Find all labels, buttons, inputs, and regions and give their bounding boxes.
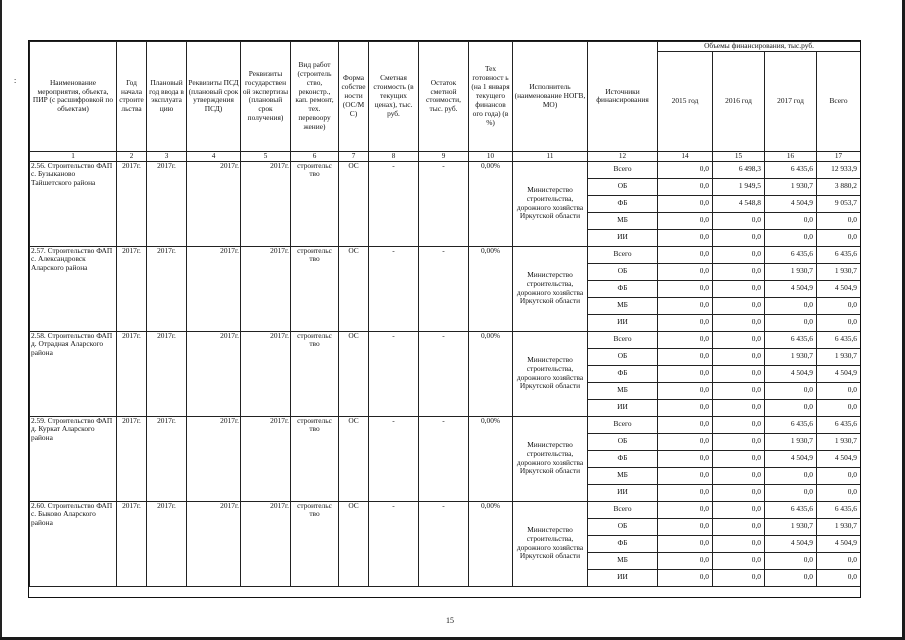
- amount-2016: 0,0: [713, 518, 765, 535]
- amount-total: 0,0: [817, 382, 861, 399]
- work-type: строительс тво: [291, 331, 339, 416]
- amount-2015: 0,0: [658, 569, 713, 586]
- amount-2016: 0,0: [713, 416, 765, 433]
- funding-source: МБ: [588, 212, 658, 229]
- expertise-date: 2017г.: [241, 246, 291, 331]
- amount-2017: 0,0: [765, 552, 817, 569]
- funding-source: ОБ: [588, 263, 658, 280]
- column-number: 8: [369, 151, 419, 161]
- amount-2015: 0,0: [658, 195, 713, 212]
- object-name: 2.58. Строительство ФАП д. Отрадная Аларского района: [30, 331, 117, 416]
- column-number: 11: [513, 151, 588, 161]
- amount-2016: 0,0: [713, 484, 765, 501]
- amount-total: 0,0: [817, 229, 861, 246]
- amount-2015: 0,0: [658, 416, 713, 433]
- table-body: [30, 161, 861, 586]
- scan-edge-left: [0, 0, 2, 640]
- funding-source: ФБ: [588, 450, 658, 467]
- amount-total: 0,0: [817, 552, 861, 569]
- object-name: 2.56. Строительство ФАП с. Бузыканово Тайшетского района: [30, 161, 117, 246]
- work-type: строительс тво: [291, 416, 339, 501]
- amount-total: 6 435,6: [817, 246, 861, 263]
- commission-year: 2017г.: [147, 416, 187, 501]
- amount-total: 4 504,9: [817, 450, 861, 467]
- document-page: [28, 40, 861, 598]
- funding-source: ОБ: [588, 178, 658, 195]
- column-number: 5: [241, 151, 291, 161]
- amount-2015: 0,0: [658, 280, 713, 297]
- column-number: 15: [713, 151, 765, 161]
- header-estimated-cost: Сметная стоимость (в текущих ценах), тыс. руб.: [369, 42, 419, 152]
- remaining-cost: -: [419, 416, 469, 501]
- table-row: [30, 501, 861, 518]
- amount-2015: 0,0: [658, 348, 713, 365]
- amount-2016: 0,0: [713, 433, 765, 450]
- amount-2016: 4 548,8: [713, 195, 765, 212]
- estimated-cost: -: [369, 501, 419, 586]
- psd-date: 2017г.: [187, 331, 241, 416]
- column-number: 6: [291, 151, 339, 161]
- amount-2016: 0,0: [713, 365, 765, 382]
- funding-source: ФБ: [588, 365, 658, 382]
- amount-total: 0,0: [817, 297, 861, 314]
- amount-2017: 1 930,7: [765, 518, 817, 535]
- amount-total: 0,0: [817, 314, 861, 331]
- amount-2017: 0,0: [765, 314, 817, 331]
- amount-2016: 0,0: [713, 246, 765, 263]
- amount-total: 6 435,6: [817, 501, 861, 518]
- estimated-cost: -: [369, 331, 419, 416]
- amount-2016: 0,0: [713, 212, 765, 229]
- amount-2015: 0,0: [658, 229, 713, 246]
- header-ownership: Форма собстве ности (ОС/М С): [339, 42, 369, 152]
- amount-2016: 0,0: [713, 314, 765, 331]
- amount-2017: 0,0: [765, 297, 817, 314]
- amount-2016: 0,0: [713, 229, 765, 246]
- funding-source: Всего: [588, 161, 658, 178]
- expertise-date: 2017г.: [241, 331, 291, 416]
- amount-2017: 1 930,7: [765, 433, 817, 450]
- ownership-form: ОС: [339, 331, 369, 416]
- readiness: 0,00%: [469, 416, 513, 501]
- psd-date: 2017г.: [187, 416, 241, 501]
- amount-2016: 0,0: [713, 399, 765, 416]
- amount-total: 4 504,9: [817, 535, 861, 552]
- column-number: 14: [658, 151, 713, 161]
- amount-2016: 0,0: [713, 569, 765, 586]
- header-commission-year: Плановый год ввода в эксплуата цию: [147, 42, 187, 152]
- table-row: [30, 331, 861, 348]
- scan-speck: :: [14, 76, 17, 85]
- header-name: Наименование мероприятия, объекта, ПИР (с расшифровкой по объектам): [30, 42, 117, 152]
- funding-source: Всего: [588, 501, 658, 518]
- commission-year: 2017г.: [147, 331, 187, 416]
- amount-2015: 0,0: [658, 382, 713, 399]
- amount-total: 4 504,9: [817, 365, 861, 382]
- funding-source: МБ: [588, 382, 658, 399]
- object-name: 2.59. Строительство ФАП д. Куркат Аларского района: [30, 416, 117, 501]
- amount-2016: 0,0: [713, 280, 765, 297]
- header-year-2017: 2017 год: [765, 51, 817, 151]
- commission-year: 2017г.: [147, 161, 187, 246]
- amount-2015: 0,0: [658, 552, 713, 569]
- column-number: 16: [765, 151, 817, 161]
- header-remaining-cost: Остаток сметной стоимости, тыс. руб.: [419, 42, 469, 152]
- amount-total: 0,0: [817, 467, 861, 484]
- amount-total: 0,0: [817, 484, 861, 501]
- amount-total: 1 930,7: [817, 348, 861, 365]
- funding-source: ОБ: [588, 348, 658, 365]
- amount-2016: 0,0: [713, 535, 765, 552]
- start-year: 2017г.: [117, 246, 147, 331]
- amount-total: 12 933,9: [817, 161, 861, 178]
- psd-date: 2017г.: [187, 501, 241, 586]
- amount-total: 0,0: [817, 399, 861, 416]
- work-type: строительс тво: [291, 246, 339, 331]
- amount-2017: 0,0: [765, 382, 817, 399]
- amount-2015: 0,0: [658, 331, 713, 348]
- amount-total: 0,0: [817, 569, 861, 586]
- amount-2016: 0,0: [713, 348, 765, 365]
- header-year-2016: 2016 год: [713, 51, 765, 151]
- table-row: [30, 161, 861, 178]
- table-row: [30, 416, 861, 433]
- object-name: 2.60. Строительство ФАП с. Быково Аларского района: [30, 501, 117, 586]
- readiness: 0,00%: [469, 161, 513, 246]
- amount-2017: 4 504,9: [765, 535, 817, 552]
- work-type: строительс тво: [291, 161, 339, 246]
- column-number: 1: [30, 151, 117, 161]
- amount-2017: 6 435,6: [765, 416, 817, 433]
- amount-2016: 0,0: [713, 297, 765, 314]
- funding-source: ИИ: [588, 314, 658, 331]
- header-executor: Исполнитель (наименование НОГВ, МО): [513, 42, 588, 152]
- amount-2015: 0,0: [658, 246, 713, 263]
- amount-total: 1 930,7: [817, 263, 861, 280]
- executor: Министерство строительства, дорожного хозяйства Иркутской области: [513, 416, 588, 501]
- funding-source: ИИ: [588, 484, 658, 501]
- header-sources: Источники финансирования: [588, 42, 658, 152]
- psd-date: 2017г.: [187, 246, 241, 331]
- estimated-cost: -: [369, 161, 419, 246]
- readiness: 0,00%: [469, 501, 513, 586]
- funding-source: Всего: [588, 246, 658, 263]
- amount-2016: 0,0: [713, 382, 765, 399]
- remaining-cost: -: [419, 501, 469, 586]
- amount-2017: 4 504,9: [765, 280, 817, 297]
- amount-2016: 0,0: [713, 501, 765, 518]
- amount-2017: 6 435,6: [765, 331, 817, 348]
- amount-2015: 0,0: [658, 178, 713, 195]
- funding-source: ИИ: [588, 569, 658, 586]
- ownership-form: ОС: [339, 161, 369, 246]
- column-number: 10: [469, 151, 513, 161]
- amount-2015: 0,0: [658, 314, 713, 331]
- header-readiness: Тех готовност ь (на 1 января текущего финансов ого года) (в %): [469, 42, 513, 152]
- column-number: 3: [147, 151, 187, 161]
- amount-total: 0,0: [817, 212, 861, 229]
- funding-source: ФБ: [588, 195, 658, 212]
- amount-2017: 1 930,7: [765, 348, 817, 365]
- funding-source: Всего: [588, 331, 658, 348]
- amount-2017: 6 435,6: [765, 161, 817, 178]
- amount-2015: 0,0: [658, 161, 713, 178]
- amount-2017: 6 435,6: [765, 246, 817, 263]
- ownership-form: ОС: [339, 501, 369, 586]
- amount-2015: 0,0: [658, 399, 713, 416]
- start-year: 2017г.: [117, 416, 147, 501]
- executor: Министерство строительства, дорожного хозяйства Иркутской области: [513, 501, 588, 586]
- column-number: 4: [187, 151, 241, 161]
- funding-source: ИИ: [588, 229, 658, 246]
- amount-2017: 0,0: [765, 569, 817, 586]
- estimated-cost: -: [369, 416, 419, 501]
- amount-2016: 0,0: [713, 552, 765, 569]
- estimated-cost: -: [369, 246, 419, 331]
- amount-total: 1 930,7: [817, 518, 861, 535]
- amount-2017: 0,0: [765, 212, 817, 229]
- amount-total: 4 504,9: [817, 280, 861, 297]
- amount-2017: 4 504,9: [765, 195, 817, 212]
- page-number: 15: [446, 616, 454, 625]
- amount-total: 3 880,2: [817, 178, 861, 195]
- expertise-date: 2017г.: [241, 161, 291, 246]
- column-number-row: [30, 151, 861, 161]
- amount-2016: 0,0: [713, 331, 765, 348]
- commission-year: 2017г.: [147, 246, 187, 331]
- amount-2015: 0,0: [658, 535, 713, 552]
- amount-2017: 6 435,6: [765, 501, 817, 518]
- amount-2015: 0,0: [658, 297, 713, 314]
- amount-2017: 1 930,7: [765, 178, 817, 195]
- executor: Министерство строительства, дорожного хозяйства Иркутской области: [513, 331, 588, 416]
- ownership-form: ОС: [339, 246, 369, 331]
- amount-2017: 1 930,7: [765, 263, 817, 280]
- financing-table: [29, 41, 861, 587]
- amount-2016: 6 498,3: [713, 161, 765, 178]
- column-number: 7: [339, 151, 369, 161]
- amount-2016: 1 949,5: [713, 178, 765, 195]
- funding-source: МБ: [588, 552, 658, 569]
- column-number: 12: [588, 151, 658, 161]
- funding-source: ОБ: [588, 518, 658, 535]
- amount-2015: 0,0: [658, 467, 713, 484]
- header-expertise: Реквизиты государствен ой экспертизы (плановый срок получения): [241, 42, 291, 152]
- start-year: 2017г.: [117, 331, 147, 416]
- amount-2015: 0,0: [658, 484, 713, 501]
- remaining-cost: -: [419, 331, 469, 416]
- amount-2017: 4 504,9: [765, 365, 817, 382]
- executor: Министерство строительства, дорожного хозяйства Иркутской области: [513, 246, 588, 331]
- header-year-2015: 2015 год: [658, 51, 713, 151]
- amount-total: 1 930,7: [817, 433, 861, 450]
- expertise-date: 2017г.: [241, 416, 291, 501]
- remaining-cost: -: [419, 246, 469, 331]
- amount-total: 9 053,7: [817, 195, 861, 212]
- psd-date: 2017г.: [187, 161, 241, 246]
- amount-2015: 0,0: [658, 518, 713, 535]
- ownership-form: ОС: [339, 416, 369, 501]
- commission-year: 2017г.: [147, 501, 187, 586]
- amount-2017: 0,0: [765, 467, 817, 484]
- start-year: 2017г.: [117, 501, 147, 586]
- amount-2016: 0,0: [713, 467, 765, 484]
- header-work-type: Вид работ (строитель ство, реконстр., кап. ремонт, тех. перевоору жение): [291, 42, 339, 152]
- amount-2015: 0,0: [658, 212, 713, 229]
- executor: Министерство строительства, дорожного хозяйства Иркутской области: [513, 161, 588, 246]
- readiness: 0,00%: [469, 246, 513, 331]
- amount-2015: 0,0: [658, 501, 713, 518]
- amount-2015: 0,0: [658, 263, 713, 280]
- amount-2017: 0,0: [765, 229, 817, 246]
- header-financing-group: Объемы финансирования, тыс.руб.: [658, 42, 861, 52]
- amount-2016: 0,0: [713, 263, 765, 280]
- start-year: 2017г.: [117, 161, 147, 246]
- funding-source: ИИ: [588, 399, 658, 416]
- table-row: [30, 246, 861, 263]
- funding-source: Всего: [588, 416, 658, 433]
- header-start-year: Год начала строите льства: [117, 42, 147, 152]
- amount-2015: 0,0: [658, 365, 713, 382]
- readiness: 0,00%: [469, 331, 513, 416]
- amount-2015: 0,0: [658, 450, 713, 467]
- amount-2016: 0,0: [713, 450, 765, 467]
- funding-source: МБ: [588, 467, 658, 484]
- column-number: 17: [817, 151, 861, 161]
- object-name: 2.57. Строительство ФАП с. Александровск Аларского района: [30, 246, 117, 331]
- amount-total: 6 435,6: [817, 331, 861, 348]
- column-number: 9: [419, 151, 469, 161]
- column-number: 2: [117, 151, 147, 161]
- expertise-date: 2017г.: [241, 501, 291, 586]
- amount-2015: 0,0: [658, 433, 713, 450]
- funding-source: МБ: [588, 297, 658, 314]
- funding-source: ОБ: [588, 433, 658, 450]
- funding-source: ФБ: [588, 280, 658, 297]
- work-type: строительс тво: [291, 501, 339, 586]
- header-psd: Реквизиты ПСД (плановый срок утверждения ПСД): [187, 42, 241, 152]
- amount-2017: 0,0: [765, 399, 817, 416]
- amount-total: 6 435,6: [817, 416, 861, 433]
- funding-source: ФБ: [588, 535, 658, 552]
- header-total: Всего: [817, 51, 861, 151]
- remaining-cost: -: [419, 161, 469, 246]
- amount-2017: 4 504,9: [765, 450, 817, 467]
- amount-2017: 0,0: [765, 484, 817, 501]
